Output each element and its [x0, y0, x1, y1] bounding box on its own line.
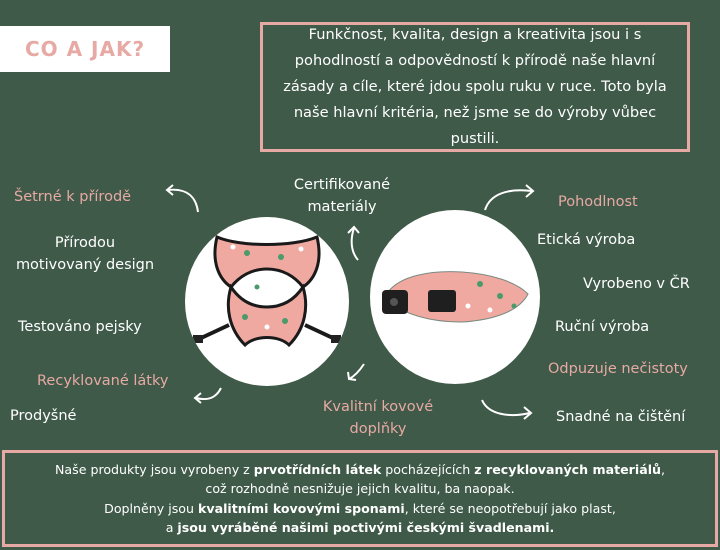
title-box	[0, 26, 170, 72]
bottom-line1-b: prvotřídních látek	[253, 461, 382, 477]
bottom-line4-b: jsou vyráběné našimi poctivými českými švadlenami.	[177, 520, 555, 535]
feature-rucni: Ruční výroba	[555, 319, 650, 335]
bottom-line3-a: Doplněny jsou	[104, 500, 198, 516]
feature-setrne: Šetrné k přírodě	[14, 189, 132, 205]
feature-kovove	[303, 396, 453, 440]
feature-prodysne: Prodyšné	[10, 408, 77, 424]
curved-arrow-icon	[190, 384, 226, 406]
bottom-info-text	[55, 460, 665, 538]
feature-odpuzuje: Odpuzuje nečistoty	[548, 361, 688, 377]
feature-design	[10, 232, 160, 276]
feature-recyklovane: Recyklované látky	[37, 373, 169, 389]
feature-certifikovane-line1: Certifikované	[293, 177, 391, 193]
bottom-line3-c: , které se neopotřebují jako plast,	[404, 500, 616, 516]
harness-illustration	[185, 217, 349, 386]
feature-design-line2: motivovaný design	[15, 257, 155, 273]
curved-arrow-icon	[478, 396, 538, 422]
curved-arrow-icon	[480, 182, 540, 214]
feature-certifikovane	[272, 174, 412, 218]
bottom-line1-e: ,	[660, 461, 665, 477]
bottom-line2: což rozhodně nesnižuje jejich kvalitu, ba naopak.	[205, 481, 515, 496]
curved-arrow-icon	[343, 222, 367, 264]
collar-illustration	[370, 210, 540, 384]
feature-snadne: Snadné na čištění	[556, 409, 686, 425]
feature-vyrobeno: Vyrobeno v ČR	[583, 276, 690, 292]
feature-testovano: Testováno pejsky	[18, 319, 142, 335]
curved-arrow-icon	[158, 182, 204, 216]
bottom-line3-b: kvalitními kovovými sponami	[197, 500, 405, 516]
feature-pohodlnost: Pohodlnost	[558, 194, 638, 210]
page-title: CO A JAK?	[24, 37, 146, 61]
intro-box	[260, 22, 690, 152]
bottom-info-box	[2, 450, 718, 547]
feature-eticka: Etická výroba	[537, 232, 636, 248]
bottom-line4-a: a	[165, 520, 178, 535]
harness-product-image	[185, 217, 349, 386]
bottom-line1-d: z recyklovaných materiálů	[474, 461, 661, 477]
intro-text: Funkčnost, kvalita, design a kreativita jsou i s pohodlností a odpovědností k přírodě naše hlavní zásady a cíle, které jdou spolu ruku v ruce. Toto byla naše hlavní kritéria, než jsme se do výroby vůbec pustili.	[283, 26, 667, 147]
bottom-line1-a: Naše produkty jsou vyrobeny z	[55, 461, 254, 477]
curved-arrow-icon	[344, 360, 368, 384]
feature-certifikovane-line2: materiály	[307, 199, 377, 215]
bottom-line1-c: pocházejících	[381, 461, 475, 477]
feature-kovove-line2: doplňky	[349, 421, 407, 437]
collar-product-image	[370, 210, 540, 384]
feature-design-line1: Přírodou	[54, 235, 116, 251]
feature-kovove-line1: Kvalitní kovové	[322, 399, 434, 415]
